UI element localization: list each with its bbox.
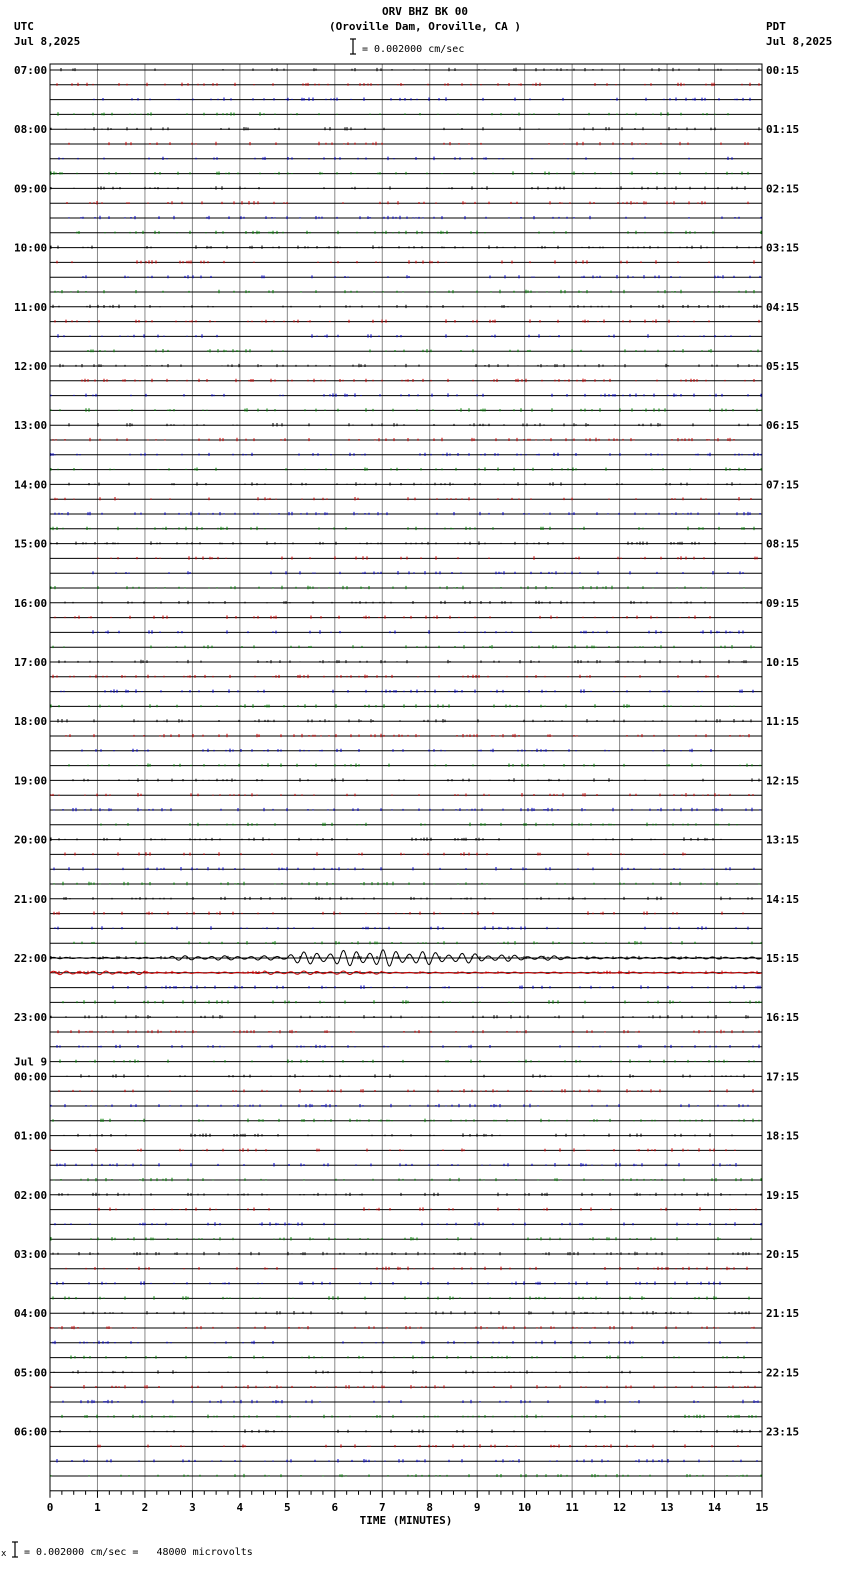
pdt-hour-label: 07:15 [766,478,800,492]
pdt-hour-label: 09:15 [766,596,800,610]
utc-hour-label: 20:00 [14,833,48,847]
utc-hour-label: 05:00 [14,1366,48,1380]
pdt-date: Jul 8,2025 [766,35,833,48]
pdt-hour-label: 06:15 [766,419,800,433]
x-axis-label: TIME (MINUTES) [359,1513,453,1527]
station-title: ORV BHZ BK 00 [381,5,469,18]
utc-hour-label: 06:00 [14,1425,48,1439]
x-tick-label: 1 [94,1500,101,1514]
x-tick-label: 15 [755,1500,769,1514]
utc-hour-label: 08:00 [14,123,48,137]
pdt-hour-label: 18:15 [766,1129,800,1143]
x-tick-label: 5 [284,1500,291,1514]
x-tick-label: 0 [46,1500,54,1514]
pdt-hour-label: 21:15 [766,1307,800,1321]
pdt-hour-label: 12:15 [766,774,800,788]
pdt-hour-label: 03:15 [766,241,800,255]
x-tick-label: 13 [660,1500,674,1514]
utc-hour-label: 11:00 [14,300,48,314]
event-waveform [50,950,762,966]
utc-hour-label: 13:00 [14,419,48,433]
pdt-hour-label: 22:15 [766,1366,800,1380]
station-location: (Oroville Dam, Oroville, CA ) [328,20,522,33]
footer-scale-bar-icon [10,1541,20,1559]
pdt-hour-label: 08:15 [766,537,800,551]
pdt-hour-label: 13:15 [766,833,800,847]
x-tick-label: 9 [473,1500,481,1514]
pdt-label: PDT [766,20,786,33]
pdt-hour-label: 19:15 [766,1188,800,1202]
footer-scale-text: = 0.002000 cm/sec = 48000 microvolts [24,1547,253,1558]
x-tick-label: 10 [518,1500,532,1514]
utc-hour-label: 19:00 [14,774,48,788]
utc-hour-label: 01:00 [14,1129,48,1143]
scale-text: = 0.002000 cm/sec [362,44,465,55]
utc-hour-label: 00:00 [14,1070,48,1084]
pdt-hour-label: 23:15 [766,1425,800,1439]
utc-hour-label: 07:00 [14,64,48,77]
x-tick-label: 12 [612,1500,627,1514]
pdt-hour-label: 00:15 [766,64,800,77]
pdt-hour-label: 17:15 [766,1070,800,1084]
utc-hour-label: 03:00 [14,1248,48,1261]
x-tick-label: 11 [565,1500,579,1514]
x-tick-label: 8 [426,1500,434,1514]
utc-hour-label: 23:00 [14,1011,48,1025]
x-tick-label: 2 [141,1500,149,1514]
x-tick-label: 7 [378,1500,386,1514]
utc-label: UTC [14,20,34,33]
footer-marker: x [1,1549,7,1559]
utc-hour-label: 22:00 [14,952,48,965]
utc-date: Jul 8,2025 [14,35,81,48]
utc-hour-label: 21:00 [14,892,48,906]
pdt-hour-label: 01:15 [766,123,800,137]
pdt-hour-label: 04:15 [766,300,800,314]
pdt-hour-label: 14:15 [766,892,800,906]
utc-hour-label: 04:00 [14,1307,48,1321]
utc-hour-label: 12:00 [14,360,48,373]
pdt-hour-label: 15:15 [766,952,800,965]
pdt-hour-label: 10:15 [766,656,800,669]
pdt-hour-label: 11:15 [766,715,800,729]
x-tick-label: 3 [189,1500,196,1514]
x-tick-label: 14 [707,1500,722,1514]
pdt-hour-label: 02:15 [766,182,800,196]
x-tick-label: 4 [236,1500,244,1514]
utc-hour-label: 17:00 [14,656,48,669]
utc-hour-label: 18:00 [14,715,48,729]
utc-hour-label: 09:00 [14,182,48,196]
utc-hour-label: 02:00 [14,1188,48,1202]
utc-hour-label: 14:00 [14,478,48,492]
pdt-hour-label: 20:15 [766,1248,800,1261]
x-tick-label: 6 [331,1500,339,1514]
utc-hour-label: 10:00 [14,241,48,255]
pdt-hour-label: 16:15 [766,1011,800,1025]
pdt-hour-label: 05:15 [766,360,800,373]
utc-hour-label: 16:00 [14,596,48,610]
utc-hour-label: 15:00 [14,537,48,551]
utc-date-change-label: Jul 9 [14,1055,48,1069]
